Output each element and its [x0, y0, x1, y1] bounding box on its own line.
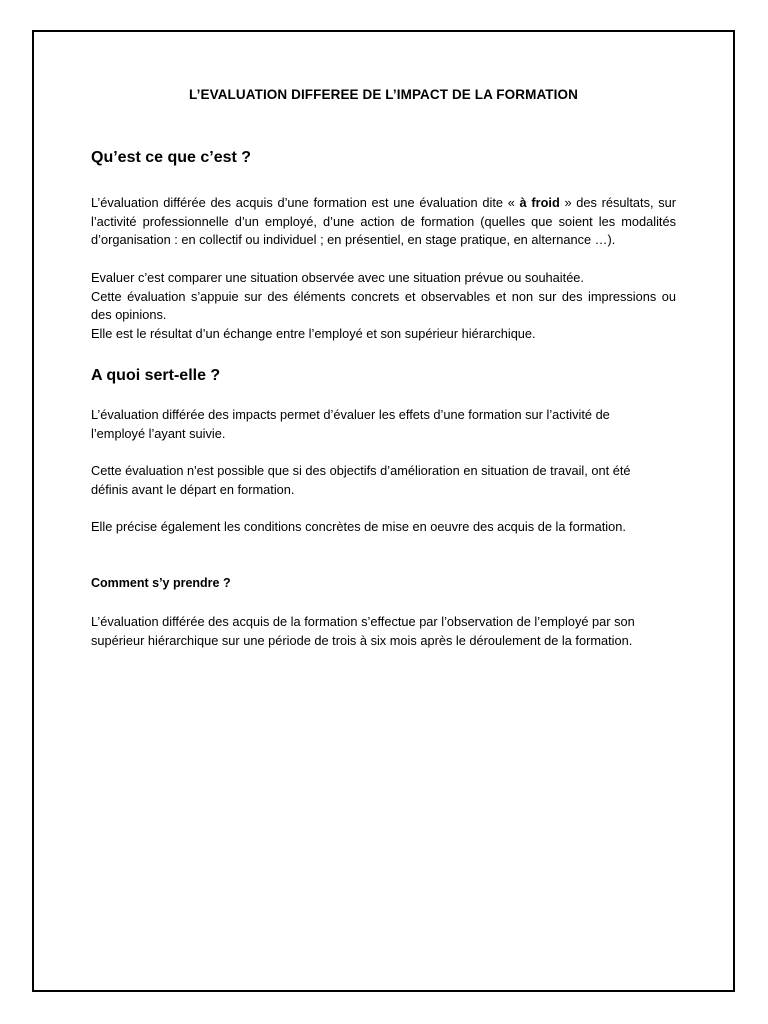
paragraph-line: L’évaluation différée des acquis de la formation s’effectue par l’observation de l’employé par son [91, 614, 635, 629]
paragraph-line: Cette évaluation n'est possible que si des objectifs d’amélioration en situation de travail, ont été [91, 463, 631, 478]
paragraph-line: des opinions. [91, 307, 167, 323]
paragraph-line: supérieur hiérarchique sur une période de trois à six mois après le déroulement de la formation. [91, 632, 633, 648]
paragraph-line: L’évaluation différée des acquis d’une formation est une évaluation dite « à froid » des résultats, sur [91, 195, 676, 210]
paragraph-purpose-impacts [91, 406, 676, 443]
page-border [32, 30, 735, 992]
bold-term: à froid [519, 195, 560, 210]
paragraph-line: Evaluer c’est comparer une situation observée avec une situation prévue ou souhaitée. [91, 270, 584, 285]
paragraph-line: Elle précise également les conditions concrètes de mise en oeuvre des acquis de la formation. [91, 519, 626, 534]
paragraph-line: Cette évaluation s’appuie sur des éléments concrets et observables et non sur des impressions ou [91, 288, 676, 304]
paragraph-purpose-conditions [91, 518, 676, 537]
paragraph-purpose-objectives [91, 462, 676, 499]
paragraph-line: d’organisation : en collectif ou individuel ; en présentiel, en stage pratique, en alternance …). [91, 232, 616, 248]
paragraph-definition [91, 194, 676, 250]
paragraph-line: définis avant le départ en formation. [91, 481, 295, 497]
paragraph-line: L’évaluation différée des impacts permet d’évaluer les effets d’une formation sur l’activité de [91, 407, 610, 422]
section-heading-how-to: Comment s’y prendre ? [91, 576, 231, 590]
section-heading-what-is-it: Qu’est ce que c’est ? [91, 149, 252, 166]
paragraph-line: l’employé l’ayant suivie. [91, 425, 226, 441]
document-title: L’EVALUATION DIFFEREE DE L’IMPACT DE LA FORMATION [189, 87, 578, 102]
paragraph-how-to [91, 613, 676, 650]
paragraph-line: l’activité professionnelle d’un employé, d’une action de formation (quelles que soient les modalités [91, 213, 676, 229]
paragraph-line: Elle est le résultat d’un échange entre l’employé et son supérieur hiérarchique. [91, 325, 536, 341]
paragraph-comparison [91, 269, 676, 343]
section-heading-purpose: A quoi sert-elle ? [91, 367, 221, 384]
